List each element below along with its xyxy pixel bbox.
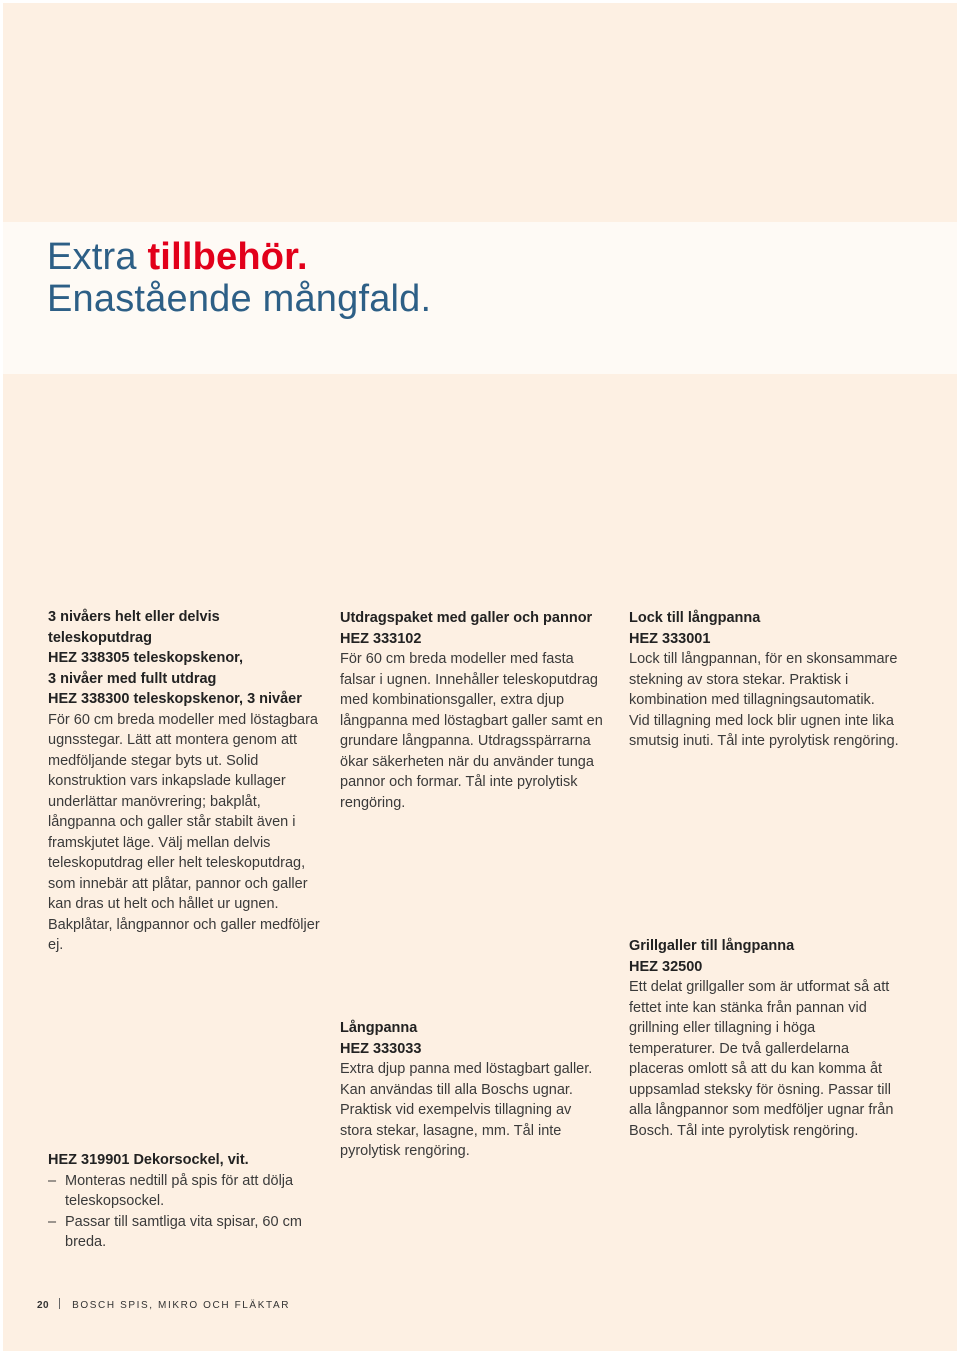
list-item: – Passar till samtliga vita spisar, 60 cm breda. <box>48 1212 318 1253</box>
column-grillgaller <box>629 936 899 1141</box>
product-description: För 60 cm breda modeller med fasta falsar i ugnen. Innehåller teleskoputdrag med kombinationsgaller, extra djup långpanna med löstagbart galler samt en grundare långpanna. Utdragsspärrarna ökar säkerheten när du använder tunga pannor och formar. Tål inte pyrolytisk rengöring. <box>340 651 603 811</box>
column-lock <box>629 608 899 752</box>
page-footer <box>37 1298 290 1311</box>
teleskop-note: Bakplåtar, långpannor och galler medföljer ej. <box>48 916 320 953</box>
column-langpanna <box>340 1018 602 1162</box>
column-dekorsockel <box>48 1150 318 1253</box>
page-number: 20 <box>37 1300 50 1311</box>
teleskop-heading-line: 3 nivåers helt eller delvis <box>48 609 220 625</box>
list-item: – Monteras nedtill på spis för att dölja teleskopsockel. <box>48 1171 318 1212</box>
page-headline <box>47 236 431 320</box>
product-code: HEZ 333102 <box>340 630 422 647</box>
teleskop-heading-line: HEZ 338305 teleskopskenor, <box>48 650 244 666</box>
product-title: Utdragspaket med galler och pannor <box>340 610 593 626</box>
teleskop-heading-line: teleskoputdrag <box>48 629 152 646</box>
teleskop-heading-line: 3 nivåer med fullt utdrag <box>48 670 217 687</box>
headline-plain: Extra <box>47 236 148 278</box>
langpanna-product-block <box>340 1018 602 1162</box>
footer-divider <box>59 1298 60 1309</box>
headline-accent: tillbehör. <box>147 236 308 278</box>
teleskop-heading-line: HEZ 338300 teleskopskenor, 3 nivåer <box>48 691 302 707</box>
teleskop-product-block <box>48 607 320 956</box>
dekorsockel-product-block <box>48 1150 318 1253</box>
column-teleskop <box>48 607 320 956</box>
product-title: Långpanna <box>340 1020 418 1036</box>
dekorsockel-heading: HEZ 319901 Dekorsockel, vit. <box>48 1152 249 1168</box>
product-code: HEZ 32500 <box>629 958 703 975</box>
product-code: HEZ 333033 <box>340 1040 422 1057</box>
grillgaller-product-block <box>629 936 899 1141</box>
product-description: Lock till långpannan, för en skonsammare stekning av stora stekar. Praktisk i kombination med tillagningsautomatik. Vid tillagning med lock blir ugnen inte lika smutsig inuti. Tål inte pyrolytisk rengöring. <box>629 651 899 749</box>
lock-product-block <box>629 608 899 752</box>
product-description: Ett delat grillgaller som är utformat så att fettet inte kan stänka från pannan vid grillning eller tillagning i höga temperaturer. De två gallerdelarna placeras omlott så att du kan komma åt uppsamlad steksky för ösning. Passar till alla långpannor som medföljer ugnar från Bosch. Tål inte pyrolytisk rengöring. <box>629 979 894 1139</box>
product-title: Lock till långpanna <box>629 610 761 626</box>
headline-line-1 <box>47 236 431 278</box>
teleskop-description: För 60 cm breda modeller med löstagbara ugnsstegar. Lätt att montera genom att medföljande stegar byts ut. Solid konstruktion vars inkapslade kullager underlättar manövrering; bakplåt, långpanna och galler står stabilt även i framskjutet läge. Välj mellan delvis teleskoputdrag eller helt teleskoputdrag, som innebär att plåtar, pannor och galler kan dras ut helt och hållet ur ugnen. <box>48 711 318 912</box>
product-description: Extra djup panna med löstagbart galler. Kan användas till alla Boschs ugnar. Praktisk vid exempelvis tillagning av stora stekar, lasagne, mm. Tål inte pyrolytisk rengöring. <box>340 1061 593 1159</box>
product-code: HEZ 333001 <box>629 630 711 647</box>
column-utdragspaket <box>340 608 608 813</box>
dekorsockel-list <box>48 1171 318 1253</box>
product-title: Grillgaller till långpanna <box>629 938 795 954</box>
footer-section-title: BOSCH SPIS, MIKRO OCH FLÄKTAR <box>72 1300 291 1311</box>
headline-line-2: Enastående mångfald. <box>47 278 432 320</box>
utdragspaket-product-block <box>340 608 608 813</box>
